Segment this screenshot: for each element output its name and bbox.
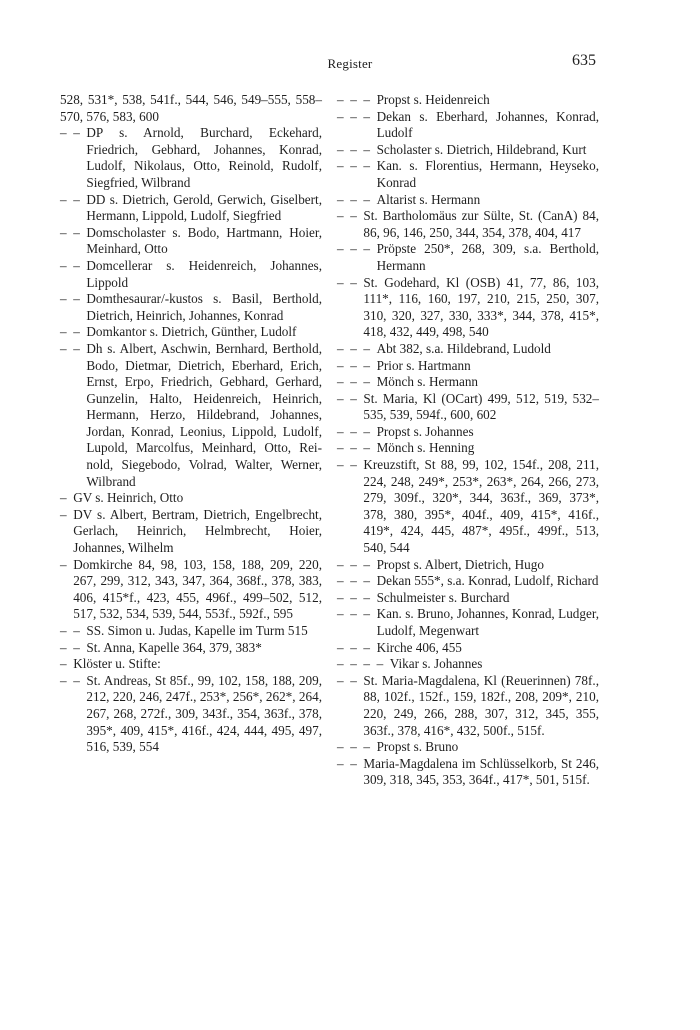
entry-text: St. Godehard, Kl (OSB) 41, 77, 86, 103, 111*, 116, 160, 197, 210, 215, 250, 307, 310, 320, 327, 330, 333*, 344, 378, 415*, 418, 432, 449, 498, 540	[363, 274, 599, 340]
entry-level-dashes: –	[60, 506, 74, 522]
entry-level-dashes: – –	[60, 257, 87, 273]
entry-text: Domkirche 84, 98, 103, 158, 188, 209, 220, 267, 299, 312, 343, 347, 364, 368f., 378, 383, 406, 415*f., 423, 455, 496f., 499–502, 512, 517, 532, 534, 539, 544, 553f., 592f., 595	[73, 556, 322, 622]
entry-text: Maria-Magdalena im Schlüsselkorb, St 246, 309, 318, 345, 353, 364f., 417*, 501, 515f.	[363, 755, 599, 788]
entry-level-dashes: – – –	[337, 141, 377, 157]
entry-level-dashes: – –	[60, 623, 87, 638]
index-entry	[337, 374, 599, 391]
entry-text: Propst s. Bruno	[376, 739, 459, 755]
index-entry	[337, 158, 599, 191]
index-entry	[60, 225, 322, 258]
entry-text: Schulmeister s. Burchard	[376, 589, 510, 605]
entry-level-dashes: – – –	[337, 158, 377, 174]
index-entry	[337, 656, 599, 673]
entry-level-dashes: – – –	[337, 357, 377, 373]
entry-level-dashes: – –	[60, 340, 87, 356]
entry-text: SS. Simon u. Judas, Kapelle im Turm 515	[86, 623, 308, 638]
index-entry	[60, 92, 322, 125]
index-entry	[60, 341, 322, 490]
index-entry	[337, 573, 599, 590]
entry-level-dashes: – –	[337, 274, 364, 290]
index-entry	[337, 208, 599, 241]
entry-text: Altarist s. Hermann	[376, 191, 481, 207]
entry-level-dashes: – –	[60, 324, 87, 340]
entry-level-dashes: – – –	[337, 92, 377, 107]
index-entry	[337, 275, 599, 341]
entry-text: Domcellerar s. Heidenreich, Johannes, Lippold	[86, 257, 322, 290]
entry-level-dashes: – –	[60, 191, 87, 207]
index-entry	[337, 241, 599, 274]
entry-text: Kan. s. Bruno, Johannes, Konrad, Ludger, Ludolf, Megenwart	[376, 606, 599, 638]
entry-level-dashes: – –	[60, 639, 87, 655]
running-head: Register	[327, 56, 373, 71]
entry-text: Domthesaurar/-kustos s. Basil, Berthold, Dietrich, Heinrich, Johannes, Konrad	[86, 291, 322, 323]
entry-text: Kan. s. Florentius, Hermann, Heyseko, Konrad	[376, 158, 599, 190]
index-entry	[337, 640, 599, 657]
index-entry	[337, 142, 599, 159]
entry-text: St. Bartholomäus zur Sülte, St. (CanA) 84, 86, 96, 146, 250, 344, 354, 378, 404, 417	[363, 208, 599, 240]
entry-level-dashes: – –	[60, 125, 87, 141]
entry-text: Kirche 406, 455	[376, 639, 462, 655]
entry-level-dashes: – – –	[337, 606, 377, 622]
entry-text: Propst s. Heidenreich	[376, 92, 490, 107]
entry-text: St. Maria, Kl (OCart) 499, 512, 519, 532–535, 539, 594f., 600, 602	[363, 390, 599, 423]
index-entry	[337, 557, 599, 574]
entry-text: Dekan s. Eberhard, Johannes, Konrad, Ludolf	[376, 108, 599, 141]
entry-level-dashes: – – –	[337, 374, 377, 390]
entry-text: DV s. Albert, Bertram, Dietrich, Engelbrecht, Gerlach, Heinrich, Helmbrecht, Hoier, Johannes, Wilhelm	[73, 506, 322, 556]
entry-text: Scholaster s. Dietrich, Hildebrand, Kurt	[376, 141, 587, 157]
page-number: 635	[572, 52, 596, 69]
entry-level-dashes: – – –	[337, 589, 377, 605]
entry-level-dashes: – – –	[337, 573, 377, 589]
index-entry	[337, 440, 599, 457]
entry-text: Mönch s. Hermann	[376, 374, 479, 390]
entry-level-dashes: – –	[337, 672, 364, 688]
index-entry	[337, 457, 599, 557]
index-entry	[337, 109, 599, 142]
entry-level-dashes: –	[60, 490, 74, 506]
entry-text: GV s. Heinrich, Otto	[73, 490, 184, 506]
index-entry	[60, 258, 322, 291]
entry-text: 528, 531*, 538, 541f., 544, 546, 549–555, 558–570, 576, 583, 600	[60, 92, 322, 124]
entry-text: St. Andreas, St 85f., 99, 102, 158, 188, 209, 212, 220, 246, 247f., 253*, 256*, 262*, 264, 267, 268, 272f., 309, 343f., 354, 363f., 378, 395*, 409, 415*, 416f., 424, 444, 495, 497, 516, 539, 554	[86, 672, 322, 755]
entry-text: Domkantor s. Dietrich, Günther, Ludolf	[86, 324, 297, 340]
entry-level-dashes: – –	[337, 457, 364, 473]
entry-level-dashes: – – –	[337, 340, 377, 356]
index-entry	[60, 623, 322, 640]
entry-text: Vikar s. Johannes	[389, 656, 483, 672]
index-entry	[60, 192, 322, 225]
index-entry	[337, 424, 599, 441]
entry-level-dashes: –	[60, 556, 74, 572]
entry-level-dashes: – –	[337, 208, 364, 224]
index-entry	[60, 640, 322, 657]
entry-level-dashes: – –	[60, 291, 87, 307]
entry-text: Dekan 555*, s.a. Konrad, Ludolf, Richard	[376, 573, 599, 589]
entry-level-dashes: – – –	[337, 423, 377, 439]
index-entry	[337, 358, 599, 375]
entry-level-dashes: – –	[60, 672, 87, 688]
index-entry	[60, 490, 322, 507]
entry-text: Kreuzstift, St 88, 99, 102, 154f., 208, 211, 224, 248, 249*, 253*, 263*, 264, 266, 273, 279, 309f., 320*, 344, 363f., 369, 373*, 378, 380, 395*, 404f., 409, 415*, 416f., 419*, 424, 445, 487*, 495f., 499f., 513, 540, 544	[363, 457, 599, 556]
index-entry	[337, 739, 599, 756]
entry-level-dashes: – – –	[337, 440, 377, 456]
entry-level-dashes: – – –	[337, 241, 377, 257]
index-entry	[337, 673, 599, 739]
entry-level-dashes: – – –	[337, 639, 377, 655]
entry-text: St. Anna, Kapelle 364, 379, 383*	[86, 639, 262, 655]
entry-level-dashes: – –	[60, 224, 87, 240]
entry-level-dashes: – –	[337, 755, 364, 771]
left-column	[60, 92, 322, 756]
entry-level-dashes: – – –	[337, 108, 377, 124]
index-entry	[337, 192, 599, 209]
index-entry	[337, 756, 599, 789]
entry-text: Propst s. Albert, Dietrich, Hugo	[376, 556, 544, 572]
index-entry	[337, 341, 599, 358]
entry-text: Klöster u. Stifte:	[73, 656, 161, 672]
entry-text: Propst s. Johannes	[376, 423, 474, 439]
index-entry	[337, 391, 599, 424]
entry-level-dashes: –	[60, 656, 74, 672]
entry-text: Pröpste 250*, 268, 309, s.a. Berthold, Hermann	[376, 241, 599, 273]
entry-level-dashes: – – –	[337, 739, 377, 755]
entry-text: DP s. Arnold, Burchard, Eckehard, Friedrich, Gebhard, Johannes, Konrad, Ludolf, Nikolaus, Otto, Reinold, Rudolf, Siegfried, Wilbrand	[86, 125, 322, 190]
index-entry	[60, 656, 322, 673]
entry-text: Mönch s. Henning	[376, 440, 475, 456]
index-entry	[60, 324, 322, 341]
index-entry	[60, 125, 322, 191]
entry-text: DD s. Dietrich, Gerold, Gerwich, Giselbert, Hermann, Lippold, Ludolf, Siegfried	[86, 191, 322, 224]
entry-text: St. Maria-Magdalena, Kl (Reuerinnen) 78f., 88, 102f., 152f., 159, 182f., 208, 209*, 210, 220, 249, 266, 288, 307, 312, 345, 355, 363f., 378, 416*, 432, 500f., 515f.	[363, 672, 599, 738]
entry-level-dashes: – – – –	[337, 656, 390, 672]
entry-level-dashes: – – –	[337, 556, 377, 572]
entry-text: Prior s. Hartmann	[376, 357, 471, 373]
index-entry	[60, 557, 322, 623]
index-entry	[337, 606, 599, 639]
entry-text: Domscholaster s. Bodo, Hartmann, Hoier, Meinhard, Otto	[86, 224, 322, 257]
entry-text: Dh s. Albert, Aschwin, Bernhard, Berthold, Bodo, Dietmar, Dietrich, Eberhard, Erich, Ernst, Erpo, Friedrich, Gebhard, Gerhard, Gunzelin, Halto, Heidenreich, Heinrich, Hermann, Herzo, Hildebrand, Johannes, Jordan, Konrad, Leonius, Lippold, Ludolf, Lupold, Marcolfus, Meinhard, Otto, Reinold, Siegebodo, Volrad, Walter, Werner, Wilbrand	[86, 340, 322, 489]
entry-text: Abt 382, s.a. Hildebrand, Ludold	[376, 340, 551, 356]
entry-level-dashes: – –	[337, 390, 364, 406]
right-column	[337, 92, 599, 789]
index-entry	[60, 673, 322, 756]
index-entry	[60, 291, 322, 324]
index-entry	[60, 507, 322, 557]
index-entry	[337, 590, 599, 607]
index-entry	[337, 92, 599, 109]
entry-level-dashes: – – –	[337, 191, 377, 207]
